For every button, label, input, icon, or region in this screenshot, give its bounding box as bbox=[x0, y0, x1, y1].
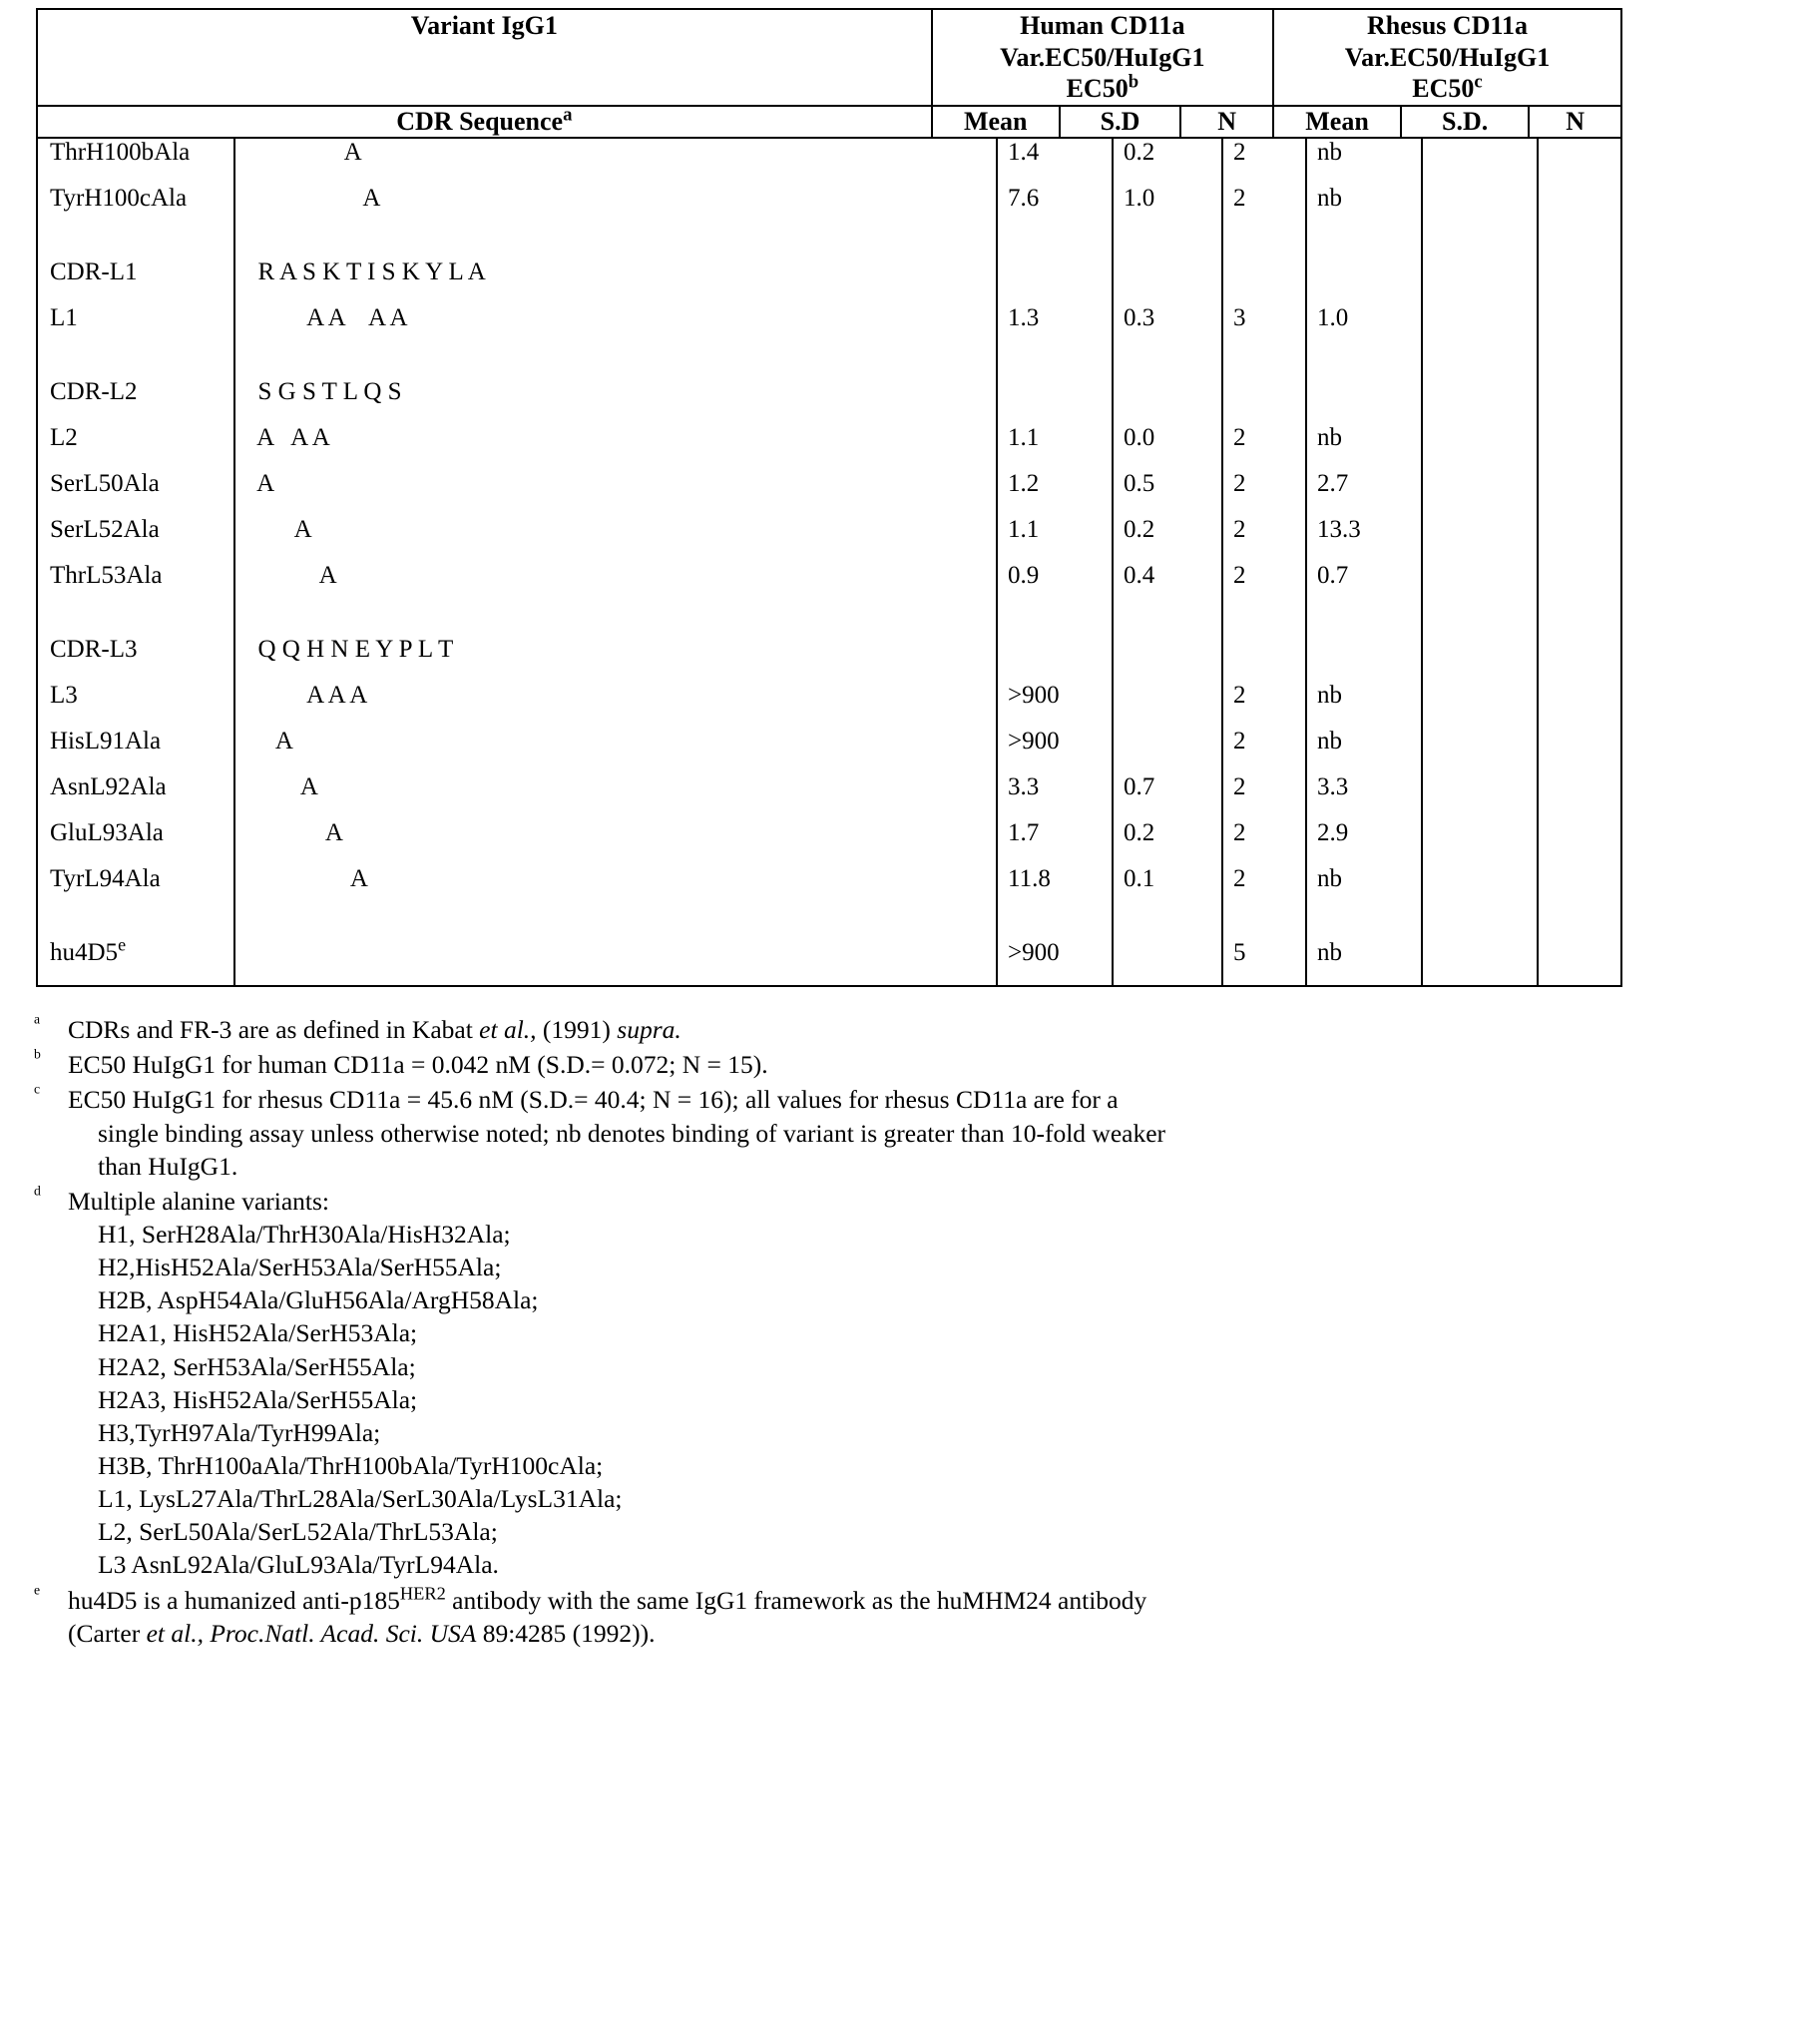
row-cell-sd1: 0.5 bbox=[1112, 470, 1221, 516]
row-cdr-sequence: Q Q H N E Y P L T bbox=[233, 636, 996, 682]
footnote-a bbox=[34, 1013, 1790, 1046]
footnote-list-item: H2A2, SerH53Ala/SerH55Ala; bbox=[98, 1351, 416, 1381]
row-cell-n1: 2 bbox=[1221, 728, 1305, 773]
footnote-text-e bbox=[68, 1584, 1790, 1650]
row-variant-name: L3 bbox=[50, 682, 78, 710]
footnote-marker-e: e bbox=[34, 1582, 41, 1598]
row-cell-mean1: 11.8 bbox=[996, 865, 1112, 911]
row-cell-mean2: nb bbox=[1305, 682, 1421, 728]
row-cell-sd1 bbox=[1112, 682, 1221, 728]
table-row-spacer bbox=[38, 608, 1620, 636]
table-header-row-2 bbox=[37, 106, 1621, 138]
row-cell-n1 bbox=[1221, 378, 1305, 424]
row-cell-mean1: 1.4 bbox=[996, 139, 1112, 185]
variant-table-container bbox=[36, 8, 1622, 987]
footnote-list-item: H2,HisH52Ala/SerH53Ala/SerH55Ala; bbox=[98, 1253, 502, 1282]
row-cell-n1 bbox=[1221, 911, 1305, 939]
row-cell-sd2 bbox=[1421, 819, 1537, 865]
footnote-list-item: L1, LysL27Ala/ThrL28Ala/SerL30Ala/LysL31Ala; bbox=[98, 1484, 623, 1514]
footnote-text-d bbox=[68, 1185, 1790, 1582]
row-cell-mean2: 0.7 bbox=[1305, 562, 1421, 608]
row-variant-name: HisL91Ala bbox=[50, 728, 162, 756]
row-cell-mean1 bbox=[996, 231, 1112, 258]
row-cell-mean1: 1.1 bbox=[996, 424, 1112, 470]
row-cdr-sequence: A A A bbox=[233, 424, 996, 470]
table-row bbox=[38, 378, 1620, 424]
header-human-cd11a-sup: b bbox=[1128, 71, 1139, 93]
header-rhesus-cd11a-sup: c bbox=[1474, 71, 1483, 93]
row-cell-n2 bbox=[1537, 139, 1620, 185]
row-cell-n2 bbox=[1537, 636, 1620, 682]
row-cell-mean1: 1.3 bbox=[996, 304, 1112, 350]
row-variant-name: CDR-L3 bbox=[50, 636, 138, 664]
header-cdr-sequence-sup: a bbox=[563, 104, 573, 126]
row-cell-sd1 bbox=[1112, 728, 1221, 773]
row-cdr-sequence bbox=[233, 231, 996, 258]
header-human-cd11a-line2: Var.EC50/HuIgG1 bbox=[1000, 42, 1205, 72]
row-cell-mean1: 1.2 bbox=[996, 470, 1112, 516]
row-cell-sd2 bbox=[1421, 865, 1537, 911]
footnote-list-item: H3B, ThrH100aAla/ThrH100bAla/TyrH100cAla; bbox=[98, 1450, 604, 1480]
row-cell-sd2 bbox=[1421, 773, 1537, 819]
row-cell-sd2 bbox=[1421, 258, 1537, 304]
row-cell-mean2: nb bbox=[1305, 939, 1421, 985]
row-cell-n1: 2 bbox=[1221, 682, 1305, 728]
row-cell-mean1: >900 bbox=[996, 939, 1112, 985]
row-cell-sd2 bbox=[1421, 562, 1537, 608]
footnote-text-c bbox=[68, 1083, 1790, 1182]
row-cell-mean2 bbox=[1305, 378, 1421, 424]
row-cdr-sequence: A bbox=[233, 562, 996, 608]
table-row bbox=[38, 682, 1620, 728]
footnote-list-item: H2B, AspH54Ala/GluH56Ala/ArgH58Ala; bbox=[98, 1285, 539, 1315]
footnote-citation: (Carter et al., Proc.Natl. Acad. Sci. USA 89:4285 (1992)). bbox=[68, 1618, 656, 1648]
row-cell-sd2 bbox=[1421, 424, 1537, 470]
footnote-e bbox=[34, 1584, 1790, 1650]
row-cell-sd1 bbox=[1112, 636, 1221, 682]
row-cell-n2 bbox=[1537, 562, 1620, 608]
row-cell-mean1 bbox=[996, 608, 1112, 636]
row-cell-n1 bbox=[1221, 231, 1305, 258]
footnote-d bbox=[34, 1185, 1790, 1582]
row-cdr-sequence: A bbox=[233, 516, 996, 562]
table-row bbox=[38, 773, 1620, 819]
row-cell-mean2 bbox=[1305, 258, 1421, 304]
row-variant-name-sup: e bbox=[118, 934, 127, 955]
row-cell-n1 bbox=[1221, 608, 1305, 636]
row-cell-sd2 bbox=[1421, 350, 1537, 378]
row-cdr-sequence: S G S T L Q S bbox=[233, 378, 996, 424]
row-variant-name: GluL93Ala bbox=[50, 819, 164, 847]
footnote-list-item: L3 AsnL92Ala/GluL93Ala/TyrL94Ala. bbox=[98, 1550, 499, 1580]
row-cell-n1 bbox=[1221, 258, 1305, 304]
row-cell-sd1 bbox=[1112, 258, 1221, 304]
header-rhesus-cd11a-line2: Var.EC50/HuIgG1 bbox=[1344, 42, 1551, 72]
row-cell-sd1: 0.4 bbox=[1112, 562, 1221, 608]
row-cell-mean2: 2.7 bbox=[1305, 470, 1421, 516]
row-cell-mean2: nb bbox=[1305, 728, 1421, 773]
row-cell-n1: 2 bbox=[1221, 470, 1305, 516]
footnote-list-item: H1, SerH28Ala/ThrH30Ala/HisH32Ala; bbox=[98, 1220, 511, 1249]
row-cell-sd1 bbox=[1112, 939, 1221, 985]
header-mean-rhesus: Mean bbox=[1273, 106, 1401, 138]
row-cell-sd2 bbox=[1421, 470, 1537, 516]
row-cell-n2 bbox=[1537, 911, 1620, 939]
row-cell-sd2 bbox=[1421, 939, 1537, 985]
row-cell-sd2 bbox=[1421, 682, 1537, 728]
header-human-cd11a-line3: EC50 bbox=[1066, 74, 1129, 104]
table-row-spacer bbox=[38, 350, 1620, 378]
footnote-list-item: L2, SerL50Ala/SerL52Ala/ThrL53Ala; bbox=[98, 1517, 498, 1547]
row-cell-n2 bbox=[1537, 728, 1620, 773]
row-cell-sd2 bbox=[1421, 636, 1537, 682]
row-cell-sd1 bbox=[1112, 378, 1221, 424]
row-cell-sd2 bbox=[1421, 139, 1537, 185]
row-cell-mean1: >900 bbox=[996, 728, 1112, 773]
table-row bbox=[38, 516, 1620, 562]
row-cell-mean1 bbox=[996, 911, 1112, 939]
row-cdr-sequence: A bbox=[233, 728, 996, 773]
table-row bbox=[38, 636, 1620, 682]
row-cell-n2 bbox=[1537, 258, 1620, 304]
row-variant-name: SerL50Ala bbox=[50, 470, 160, 498]
header-sd-rhesus: S.D. bbox=[1401, 106, 1529, 138]
header-human-cd11a bbox=[932, 9, 1273, 106]
row-cell-sd2 bbox=[1421, 516, 1537, 562]
row-cell-mean2 bbox=[1305, 636, 1421, 682]
row-cell-n1: 2 bbox=[1221, 139, 1305, 185]
footnote-continuation: than HuIgG1. bbox=[98, 1151, 238, 1181]
row-cell-sd1: 1.0 bbox=[1112, 185, 1221, 231]
row-cell-mean1 bbox=[996, 378, 1112, 424]
row-cdr-sequence: A bbox=[233, 819, 996, 865]
row-cell-sd2 bbox=[1421, 185, 1537, 231]
row-cell-n1 bbox=[1221, 636, 1305, 682]
footnote-marker-d: d bbox=[34, 1183, 41, 1199]
row-cell-mean2 bbox=[1305, 350, 1421, 378]
header-sd-human: S.D bbox=[1060, 106, 1180, 138]
table-body-row bbox=[37, 138, 1621, 986]
header-cdr-sequence bbox=[37, 106, 932, 138]
footnote-line: CDRs and FR-3 are as defined in Kabat et al., (1991) supra. bbox=[68, 1015, 682, 1045]
row-cell-n2 bbox=[1537, 865, 1620, 911]
row-cell-mean2: nb bbox=[1305, 139, 1421, 185]
table-header-row-1 bbox=[37, 9, 1621, 106]
row-cell-mean2 bbox=[1305, 231, 1421, 258]
row-variant-name: L1 bbox=[50, 304, 78, 332]
footnote-continuation: single binding assay unless otherwise noted; nb denotes binding of variant is greater than 10-fold weaker bbox=[98, 1118, 1166, 1148]
row-cell-n1: 2 bbox=[1221, 516, 1305, 562]
row-cell-sd1: 0.1 bbox=[1112, 865, 1221, 911]
row-cell-mean1: 1.1 bbox=[996, 516, 1112, 562]
row-cell-n1: 2 bbox=[1221, 424, 1305, 470]
row-variant-name: TyrL94Ala bbox=[50, 865, 161, 893]
row-cell-sd1: 0.2 bbox=[1112, 139, 1221, 185]
row-cdr-sequence: A bbox=[233, 865, 996, 911]
row-cell-mean1: 3.3 bbox=[996, 773, 1112, 819]
row-cell-n1: 2 bbox=[1221, 562, 1305, 608]
footnote-list-item: H3,TyrH97Ala/TyrH99Ala; bbox=[98, 1417, 381, 1447]
row-variant-name: CDR-L2 bbox=[50, 378, 138, 406]
row-cell-sd2 bbox=[1421, 728, 1537, 773]
row-cell-mean2: nb bbox=[1305, 424, 1421, 470]
footnote-b bbox=[34, 1048, 1790, 1081]
table-row bbox=[38, 304, 1620, 350]
row-cell-n2 bbox=[1537, 304, 1620, 350]
table-row bbox=[38, 139, 1620, 185]
row-cdr-sequence bbox=[233, 939, 996, 985]
footnote-marker-a: a bbox=[34, 1011, 41, 1027]
table-row bbox=[38, 819, 1620, 865]
row-cell-n2 bbox=[1537, 378, 1620, 424]
row-cell-mean2: 2.9 bbox=[1305, 819, 1421, 865]
row-cell-n2 bbox=[1537, 773, 1620, 819]
row-cell-mean1 bbox=[996, 636, 1112, 682]
row-cdr-sequence bbox=[233, 911, 996, 939]
footnote-list-item: H2A1, HisH52Ala/SerH53Ala; bbox=[98, 1318, 418, 1348]
row-cell-mean2: nb bbox=[1305, 185, 1421, 231]
row-cell-mean2: 13.3 bbox=[1305, 516, 1421, 562]
footnote-line: hu4D5 is a humanized anti-$p185^{HER2}$ antibody with the same IgG1 framework as the huMHM24 antibody bbox=[68, 1583, 1147, 1615]
row-cell-mean1 bbox=[996, 258, 1112, 304]
table-row bbox=[38, 470, 1620, 516]
row-cell-mean1: 0.9 bbox=[996, 562, 1112, 608]
row-cell-mean1: >900 bbox=[996, 682, 1112, 728]
row-cell-sd1: 0.7 bbox=[1112, 773, 1221, 819]
row-cdr-sequence: A A A A bbox=[233, 304, 996, 350]
row-cell-sd2 bbox=[1421, 304, 1537, 350]
row-cell-n1: 3 bbox=[1221, 304, 1305, 350]
footnote-text-b bbox=[68, 1048, 1790, 1081]
footnote-line: EC50 HuIgG1 for rhesus CD11a = 45.6 nM (S.D.= 40.4; N = 16); all values for rhesus CD11a are for a bbox=[68, 1085, 1119, 1115]
row-cell-sd1 bbox=[1112, 231, 1221, 258]
footnote-line: Multiple alanine variants: bbox=[68, 1186, 330, 1216]
row-cell-n2 bbox=[1537, 424, 1620, 470]
row-cell-mean2 bbox=[1305, 608, 1421, 636]
table-row bbox=[38, 258, 1620, 304]
table-row-spacer bbox=[38, 231, 1620, 258]
row-cdr-sequence: A bbox=[233, 773, 996, 819]
row-variant-name: L2 bbox=[50, 424, 78, 452]
row-cell-n2 bbox=[1537, 231, 1620, 258]
table-body-cell bbox=[37, 138, 1621, 986]
row-cell-mean2: nb bbox=[1305, 865, 1421, 911]
row-cell-n2 bbox=[1537, 939, 1620, 985]
table-row bbox=[38, 865, 1620, 911]
header-variant-igg1: Variant IgG1 bbox=[37, 9, 932, 106]
table-rows bbox=[38, 139, 1620, 985]
row-cell-mean2: 1.0 bbox=[1305, 304, 1421, 350]
row-cell-n1: 2 bbox=[1221, 185, 1305, 231]
row-cell-n2 bbox=[1537, 516, 1620, 562]
variant-igg1-table bbox=[36, 8, 1622, 987]
row-cell-n1 bbox=[1221, 350, 1305, 378]
row-cell-sd1 bbox=[1112, 911, 1221, 939]
row-variant-name: SerL52Ala bbox=[50, 516, 160, 544]
row-cell-n2 bbox=[1537, 608, 1620, 636]
header-human-cd11a-line1: Human CD11a bbox=[1020, 11, 1185, 40]
header-rhesus-cd11a bbox=[1273, 9, 1621, 106]
row-cell-mean1: 7.6 bbox=[996, 185, 1112, 231]
row-cell-n1: 5 bbox=[1221, 939, 1305, 985]
header-rhesus-cd11a-line3: EC50 bbox=[1412, 74, 1475, 104]
header-n-human: N bbox=[1180, 106, 1273, 138]
header-cdr-sequence-text: CDR Sequence bbox=[396, 107, 564, 137]
footnote-text-a bbox=[68, 1013, 1790, 1046]
table-row bbox=[38, 562, 1620, 608]
footnotes bbox=[34, 1013, 1790, 1650]
row-cell-sd2 bbox=[1421, 231, 1537, 258]
footnote-marker-c: c bbox=[34, 1082, 41, 1098]
row-cdr-sequence: A bbox=[233, 139, 996, 185]
row-variant-name: AsnL92Ala bbox=[50, 773, 167, 801]
row-cell-n2 bbox=[1537, 819, 1620, 865]
header-mean-human: Mean bbox=[932, 106, 1060, 138]
row-variant-name: TyrH100cAla bbox=[50, 185, 188, 213]
row-cell-n2 bbox=[1537, 350, 1620, 378]
row-cell-sd2 bbox=[1421, 911, 1537, 939]
footnote-marker-b: b bbox=[34, 1046, 41, 1062]
table-row bbox=[38, 934, 1620, 985]
row-cell-sd2 bbox=[1421, 608, 1537, 636]
table-row bbox=[38, 185, 1620, 231]
row-variant-name: CDR-L1 bbox=[50, 258, 138, 286]
row-cell-mean1 bbox=[996, 350, 1112, 378]
row-cell-sd1: 0.0 bbox=[1112, 424, 1221, 470]
row-cell-sd1 bbox=[1112, 350, 1221, 378]
document-page bbox=[0, 8, 1820, 2018]
row-cdr-sequence: A A A bbox=[233, 682, 996, 728]
row-cell-n2 bbox=[1537, 470, 1620, 516]
table-row bbox=[38, 424, 1620, 470]
footnote-list-item: H2A3, HisH52Ala/SerH55Ala; bbox=[98, 1384, 418, 1414]
row-cell-mean2 bbox=[1305, 911, 1421, 939]
header-n-rhesus: N bbox=[1529, 106, 1621, 138]
table-row-spacer bbox=[38, 911, 1620, 939]
row-variant-name: ThrH100bAla bbox=[50, 139, 191, 167]
row-cell-sd1: 0.2 bbox=[1112, 516, 1221, 562]
row-cdr-sequence: A bbox=[233, 470, 996, 516]
row-cell-mean2: 3.3 bbox=[1305, 773, 1421, 819]
row-cell-n1: 2 bbox=[1221, 865, 1305, 911]
row-cell-sd2 bbox=[1421, 378, 1537, 424]
footnote-line: EC50 HuIgG1 for human CD11a = 0.042 nM (S.D.= 0.072; N = 15). bbox=[68, 1050, 768, 1080]
row-variant-name: ThrL53Ala bbox=[50, 562, 163, 590]
row-cell-mean1: 1.7 bbox=[996, 819, 1112, 865]
row-cell-n2 bbox=[1537, 185, 1620, 231]
footnote-c bbox=[34, 1083, 1790, 1182]
row-cdr-sequence bbox=[233, 350, 996, 378]
row-cdr-sequence: R A S K T I S K Y L A bbox=[233, 258, 996, 304]
row-cdr-sequence bbox=[233, 608, 996, 636]
row-cell-n1: 2 bbox=[1221, 819, 1305, 865]
row-cdr-sequence: A bbox=[233, 185, 996, 231]
row-cell-sd1: 0.3 bbox=[1112, 304, 1221, 350]
row-cell-n2 bbox=[1537, 682, 1620, 728]
row-cell-sd1: 0.2 bbox=[1112, 819, 1221, 865]
header-rhesus-cd11a-line1: Rhesus CD11a bbox=[1366, 11, 1529, 40]
table-row bbox=[38, 728, 1620, 773]
row-variant-name: hu4D5e bbox=[50, 934, 127, 967]
row-cell-sd1 bbox=[1112, 608, 1221, 636]
row-cell-n1: 2 bbox=[1221, 773, 1305, 819]
